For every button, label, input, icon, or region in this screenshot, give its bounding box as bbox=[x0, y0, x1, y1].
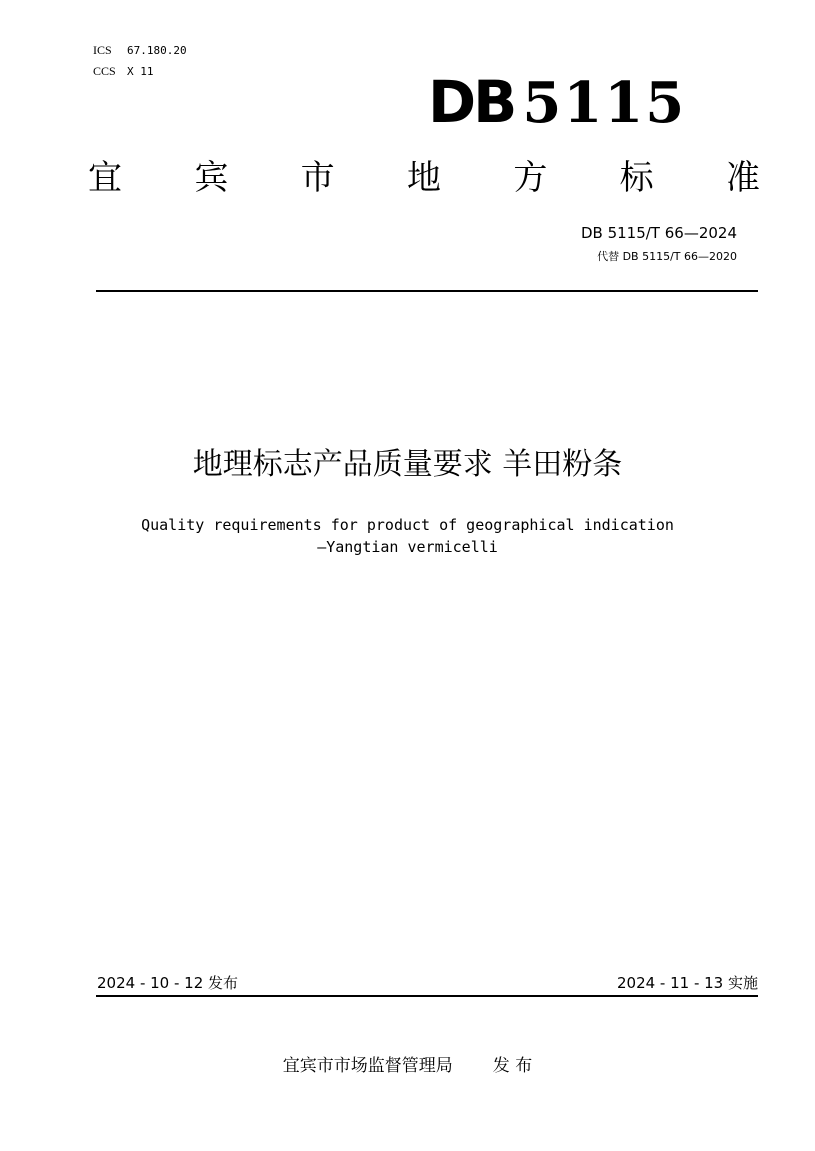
standard-type-char: 准 bbox=[725, 158, 760, 198]
classification-codes bbox=[93, 40, 187, 82]
publish-date: 2024 - 10 - 12 发布 bbox=[97, 974, 239, 992]
standard-type-char: 地 bbox=[406, 158, 441, 198]
top-divider bbox=[96, 290, 758, 292]
db-logo-prefix: DB bbox=[428, 68, 515, 136]
ics-row bbox=[93, 40, 187, 61]
db-logo bbox=[428, 70, 686, 134]
issuer-line bbox=[0, 1054, 815, 1078]
ics-value: 67.180.20 bbox=[127, 44, 187, 57]
document-title-en bbox=[0, 514, 815, 558]
implement-date: 2024 - 11 - 13 实施 bbox=[616, 974, 758, 992]
standard-type-char: 市 bbox=[300, 158, 335, 198]
document-title-en-line1: Quality requirements for product of geographical indication bbox=[141, 516, 674, 534]
standard-number: DB 5115/T 66—2024 bbox=[580, 224, 737, 242]
ccs-row bbox=[93, 61, 187, 82]
replaces-standard: 代替 DB 5115/T 66—2020 bbox=[597, 250, 737, 263]
standard-type-char: 方 bbox=[513, 158, 548, 198]
bottom-divider bbox=[96, 995, 758, 997]
standard-type-title bbox=[88, 155, 760, 201]
issuer-name: 宜宾市市场监督管理局 bbox=[282, 1056, 453, 1076]
standard-type-char: 宾 bbox=[194, 158, 229, 198]
standard-type-char: 标 bbox=[619, 158, 654, 198]
ccs-label: CCS bbox=[93, 64, 116, 78]
standard-type-char: 宜 bbox=[88, 158, 122, 198]
document-title-en-line2: —Yangtian vermicelli bbox=[317, 538, 498, 556]
db-logo-number: 5115 bbox=[522, 70, 687, 136]
ccs-value: X 11 bbox=[127, 65, 154, 78]
document-title-zh: 地理标志产品质量要求 羊田粉条 bbox=[192, 447, 623, 482]
issue-word: 发 布 bbox=[492, 1056, 533, 1076]
ics-label: ICS bbox=[93, 43, 112, 57]
